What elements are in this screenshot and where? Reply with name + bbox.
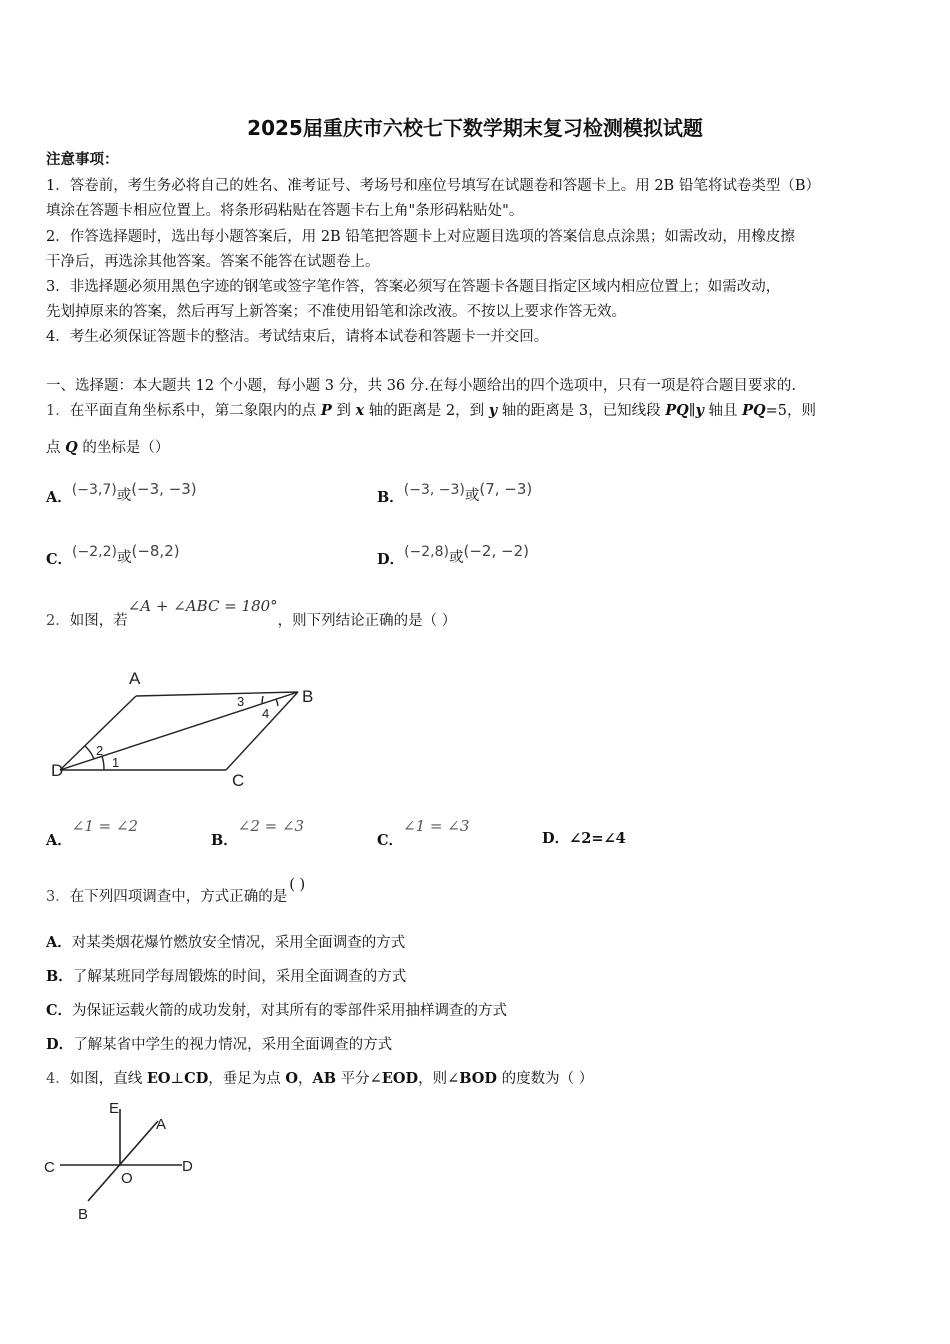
angle-4-label: 4 xyxy=(262,706,270,721)
var: BOD xyxy=(459,1070,497,1087)
q3-option-c[interactable] xyxy=(46,1001,507,1021)
q-text: 如图，直线 xyxy=(69,1071,147,1087)
var: y xyxy=(695,402,704,419)
option-or: 或 xyxy=(116,550,132,566)
option-value: (−2, −2) xyxy=(463,542,529,560)
option-or: 或 xyxy=(116,488,132,504)
option-value: ∠1 = ∠2 xyxy=(71,817,139,835)
q-text: 的坐标是（） xyxy=(77,440,170,456)
var: AB xyxy=(312,1070,337,1087)
page-title: 2025届重庆市六校七下数学期末复习检测模拟试题 xyxy=(247,116,703,140)
option-value: (−2,8) xyxy=(404,544,449,560)
question-number: 3． xyxy=(46,889,70,905)
var: PQ xyxy=(742,402,766,419)
angle-1-arc xyxy=(102,756,104,770)
angle-1-label: 1 xyxy=(112,755,120,770)
question-2-text xyxy=(46,596,457,629)
option-label: C． xyxy=(46,551,73,568)
option-value: (−3,7) xyxy=(71,482,117,498)
notice-line: 干净后，再选涂其他答案。答案不能答在试题卷上。 xyxy=(46,254,380,270)
option-label: C． xyxy=(377,832,404,849)
vertex-c-label: C xyxy=(232,771,245,790)
option-value: ∠1 = ∠3 xyxy=(403,817,470,835)
option-value: ∠2 = ∠3 xyxy=(237,817,305,835)
q-text: 在下列四项调查中，方式正确的是 xyxy=(69,889,288,905)
var: PQ xyxy=(665,402,689,419)
point-a-label: A xyxy=(156,1116,167,1133)
option-label: D． xyxy=(377,551,405,568)
perpendicular-lines-figure xyxy=(40,1095,210,1225)
var: CD xyxy=(184,1070,209,1087)
angle-3-label: 3 xyxy=(237,694,245,709)
q-text: 轴的距离是 2，到 xyxy=(364,403,489,419)
option-value: ∠2=∠4 xyxy=(569,830,626,847)
line-ab xyxy=(88,1121,158,1201)
q-text: 到 xyxy=(331,403,356,419)
q2-option-d[interactable] xyxy=(542,829,626,849)
vertex-d-label: D xyxy=(51,761,64,780)
q-text: ∥ xyxy=(688,403,696,419)
q-text: 如图，若 xyxy=(69,613,128,629)
var: x xyxy=(355,402,365,419)
option-label: D． xyxy=(542,830,570,847)
option-or: 或 xyxy=(464,488,480,504)
angle-2-arc xyxy=(85,746,94,759)
q3-option-a[interactable] xyxy=(46,933,405,953)
q2-option-c[interactable] xyxy=(377,815,470,849)
notice-line: 填涂在答题卡相应位置上。将条形码粘贴在答题卡右上角"条形码粘贴处"。 xyxy=(46,203,524,219)
option-label: B． xyxy=(46,968,73,985)
q2-option-b[interactable] xyxy=(211,815,305,849)
q-text: ，垂足为点 xyxy=(208,1071,286,1087)
option-value: 对某类烟花爆竹燃放安全情况，采用全面调查的方式 xyxy=(71,935,406,951)
q1-option-b[interactable] xyxy=(377,478,533,506)
option-label: D． xyxy=(46,1036,74,1053)
q-text: ⊥ xyxy=(170,1071,185,1087)
option-label: C． xyxy=(46,1002,73,1019)
angle-2-label: 2 xyxy=(96,743,104,758)
point-o-label: O xyxy=(121,1170,133,1187)
q3-option-b[interactable] xyxy=(46,967,406,987)
vertex-b-label: B xyxy=(302,687,314,706)
point-d-label: D xyxy=(182,1158,193,1175)
option-label: A． xyxy=(46,832,72,849)
edge-da xyxy=(60,696,136,770)
var: EOD xyxy=(381,1070,419,1087)
point-c-label: C xyxy=(44,1159,55,1176)
condition-formula: ∠A + ∠ABC = 180° xyxy=(127,597,278,615)
option-value: (−3, −3) xyxy=(131,480,197,498)
q2-option-a[interactable] xyxy=(46,815,139,849)
var: y xyxy=(488,402,498,419)
answer-paren: ( ) xyxy=(289,877,306,893)
option-value: 了解某省中学生的视力情况，采用全面调查的方式 xyxy=(73,1037,393,1053)
section-heading: 一、选择题：本大题共 12 个小题，每小题 3 分，共 36 分.在每小题给出的四个选项中，只有一项是符合题目要求的. xyxy=(46,378,796,394)
option-value: 为保证运载火箭的成功发射，对其所有的零部件采用抽样调查的方式 xyxy=(72,1003,508,1019)
q1-option-d[interactable] xyxy=(377,540,529,568)
edge-ab xyxy=(136,692,298,696)
q1-option-c[interactable] xyxy=(46,540,180,568)
q-text: 轴且 xyxy=(703,403,743,419)
option-label: A． xyxy=(46,934,72,951)
notice-line: 1．答卷前，考生务必将自己的姓名、准考证号、考场号和座位号填写在试题卷和答题卡上。用 2B 铅笔将试卷类型（B） xyxy=(46,178,820,194)
point-b-label: B xyxy=(78,1206,89,1223)
question-number: 4． xyxy=(46,1071,70,1087)
notice-line: 3．非选择题必须用黑色字迹的钢笔或签字笔作答，答案必须写在答题卡各题目指定区域内相应位置上；如需改动， xyxy=(46,279,781,295)
q-text: 点 xyxy=(46,440,66,456)
question-number: 2． xyxy=(46,613,70,629)
vertex-a-label: A xyxy=(129,669,141,688)
notice-line: 2．作答选择题时，选出每小题答案后，用 2B 铅笔把答题卡上对应题目选项的答案信息点涂黑；如需改动，用橡皮擦 xyxy=(46,229,795,245)
point-e-label: E xyxy=(109,1100,120,1117)
q-text: 轴的距离是 3，已知线段 xyxy=(497,403,666,419)
question-3-text xyxy=(46,874,306,905)
notice-line: 4．考生必须保证答题卡的整洁。考试结束后，请将本试卷和答题卡一并交回。 xyxy=(46,329,549,345)
question-1-text-line2 xyxy=(46,438,169,458)
var: Q xyxy=(65,439,78,456)
q1-option-a[interactable] xyxy=(46,478,197,506)
q-text: 平分∠ xyxy=(336,1071,382,1087)
option-label: B． xyxy=(211,832,238,849)
notice-line: 先划掉原来的答案，然后再写上新答案；不准使用铅笔和涂改液。不按以上要求作答无效。 xyxy=(46,304,626,320)
option-value: (7, −3) xyxy=(479,480,533,498)
option-value: (−2,2) xyxy=(72,544,117,560)
q-text: ，则∠ xyxy=(418,1071,460,1087)
q-text: ，则下列结论正确的是（ ） xyxy=(277,613,457,629)
var: P xyxy=(320,402,332,419)
option-value: 了解某班同学每周锻炼的时间，采用全面调查的方式 xyxy=(72,969,407,985)
question-4-text xyxy=(46,1069,593,1089)
parallelogram-figure xyxy=(40,660,340,790)
q-text: 的度数为（ ） xyxy=(496,1071,594,1087)
q-text: 在平面直角坐标系中，第二象限内的点 xyxy=(69,403,321,419)
q-text: ， xyxy=(298,1071,313,1087)
option-value: (−3, −3) xyxy=(403,482,465,498)
option-label: B． xyxy=(377,489,404,506)
q3-option-d[interactable] xyxy=(46,1035,392,1055)
q-text: =5，则 xyxy=(765,403,817,419)
question-number: 1． xyxy=(46,403,70,419)
var: O xyxy=(285,1070,299,1087)
option-label: A． xyxy=(46,489,72,506)
option-or: 或 xyxy=(449,550,464,566)
notice-heading: 注意事项： xyxy=(46,151,119,168)
angle-4-arc xyxy=(276,699,278,706)
var: EO xyxy=(146,1070,171,1087)
question-1-text xyxy=(46,401,816,421)
option-value: (−8,2) xyxy=(131,542,180,560)
